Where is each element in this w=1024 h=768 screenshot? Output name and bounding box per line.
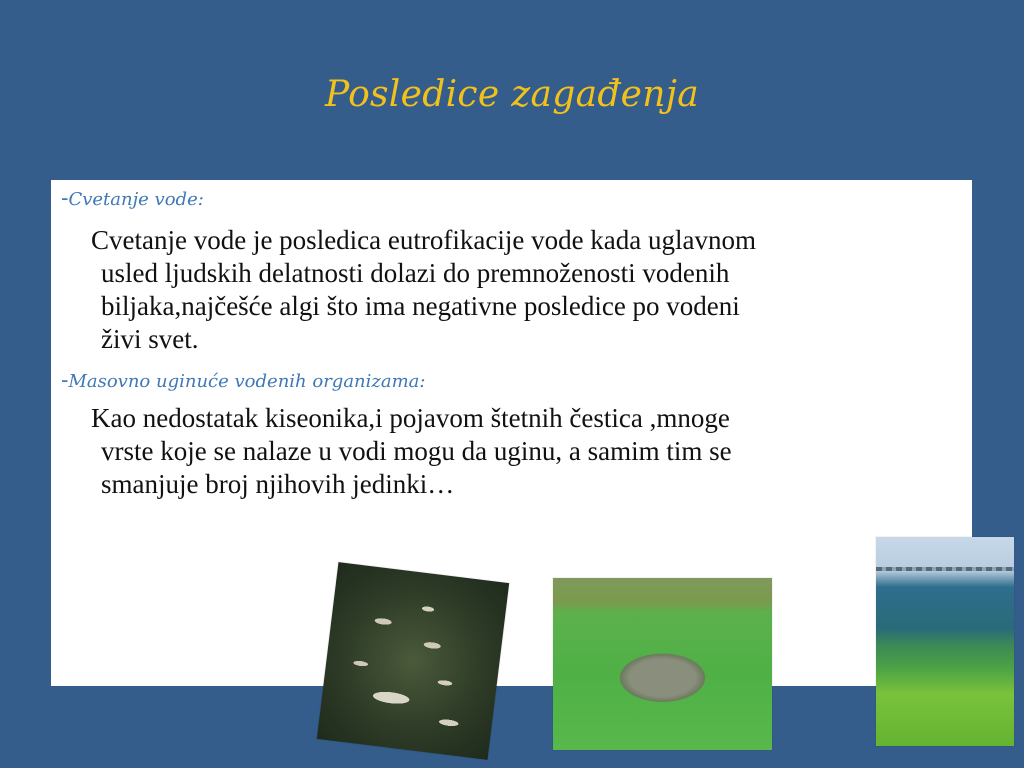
- paragraph-line: vrste koje se nalaze u vodi mogu da uginu, a samim tim se: [101, 436, 732, 466]
- paragraph-uginuce: [91, 402, 951, 501]
- paragraph-line: usled ljudskih delatnosti dolazi do premnoženosti vodenih: [101, 258, 730, 288]
- green-shoreline-photo: [876, 537, 1014, 746]
- section-heading-uginuce: [61, 368, 425, 393]
- paragraph-line: smanjuje broj njihovih jedinki…: [101, 469, 455, 499]
- heading-dash: -: [61, 368, 69, 393]
- paragraph-cvetanje: [91, 224, 951, 356]
- slide-title: Posledice zagađenja: [325, 74, 699, 115]
- content-box: [51, 180, 972, 686]
- heading-text: Cvetanje vode:: [68, 189, 204, 210]
- paragraph-line: biljaka,najčešće algi što ima negativne posledice po vodeni: [101, 291, 740, 321]
- section-heading-cvetanje: [61, 186, 204, 211]
- algae-bloom-photo: [553, 578, 772, 750]
- dead-fish-photo: [317, 562, 509, 760]
- paragraph-line: živi svet.: [101, 324, 199, 354]
- heading-dash: -: [61, 186, 69, 211]
- paragraph-line: Kao nedostatak kiseonika,i pojavom štetnih čestica ,mnoge: [91, 403, 730, 433]
- heading-text: Masovno uginuće vodenih organizama:: [68, 371, 426, 392]
- paragraph-line: Cvetanje vode je posledica eutrofikacije vode kada uglavnom: [91, 225, 757, 255]
